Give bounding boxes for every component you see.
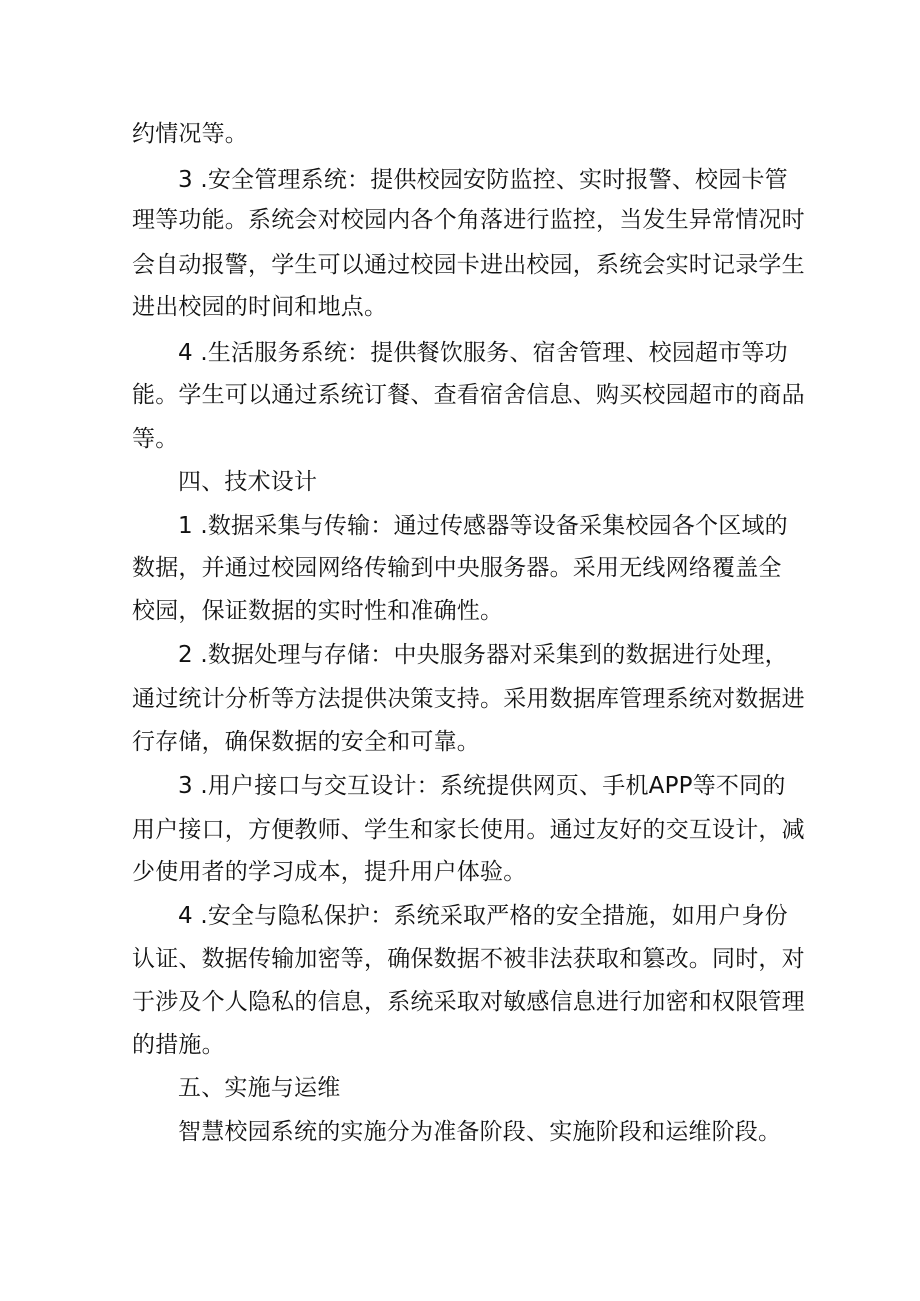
text-line: 认证、数据传输加密等，确保数据不被非法获取和篡改。同时，对 (132, 946, 805, 972)
text-line: 用户接口，方便教师、学生和家长使用。通过友好的交互设计，减 (132, 817, 805, 843)
text-line: 通过统计分析等方法提供决策支持。采用数据库管理系统对数据进 (132, 686, 805, 712)
section-heading: 四、技术设计 (178, 469, 318, 495)
text-line: 的措施。 (132, 1032, 225, 1058)
list-item-heading: 1 .数据采集与传输：通过传感器等设备采集校园各个区域的 (178, 513, 788, 539)
text-line: 少使用者的学习成本，提升用户体验。 (132, 859, 527, 885)
text-line: 理等功能。系统会对校园内各个角落进行监控，当发生异常情况时 (132, 207, 805, 233)
list-item-heading: 4 .生活服务系统：提供餐饮服务、宿舍管理、校园超市等功 (178, 340, 788, 366)
paragraph-line: 智慧校园系统的实施分为准备阶段、实施阶段和运维阶段。 (178, 1119, 782, 1145)
text-line: 行存储，确保数据的安全和可靠。 (132, 729, 480, 755)
text-line: 数据，并通过校园网络传输到中央服务器。采用无线网络覆盖全 (132, 555, 782, 581)
list-item-heading: 2 .数据处理与存储：中央服务器对采集到的数据进行处理， (178, 642, 788, 668)
list-item-heading: 4 .安全与隐私保护：系统采取严格的安全措施，如用户身份 (178, 903, 788, 929)
list-item-heading: 3 .用户接口与交互设计：系统提供网页、手机APP等不同的 (178, 773, 786, 799)
text-line: 校园，保证数据的实时性和准确性。 (132, 598, 504, 624)
section-heading: 五、实施与运维 (178, 1075, 341, 1101)
list-item-heading: 3 .安全管理系统：提供校园安防监控、实时报警、校园卡管 (178, 167, 788, 193)
text-line: 等。 (132, 426, 179, 452)
text-line: 进出校园的时间和地点。 (132, 294, 388, 320)
text-line: 约情况等。 (132, 121, 248, 147)
text-line: 能。学生可以通过系统订餐、查看宿舍信息、购买校园超市的商品 (132, 382, 805, 408)
text-line: 会自动报警，学生可以通过校园卡进出校园，系统会实时记录学生 (132, 252, 805, 278)
text-line: 于涉及个人隐私的信息，系统采取对敏感信息进行加密和权限管理 (132, 989, 805, 1015)
